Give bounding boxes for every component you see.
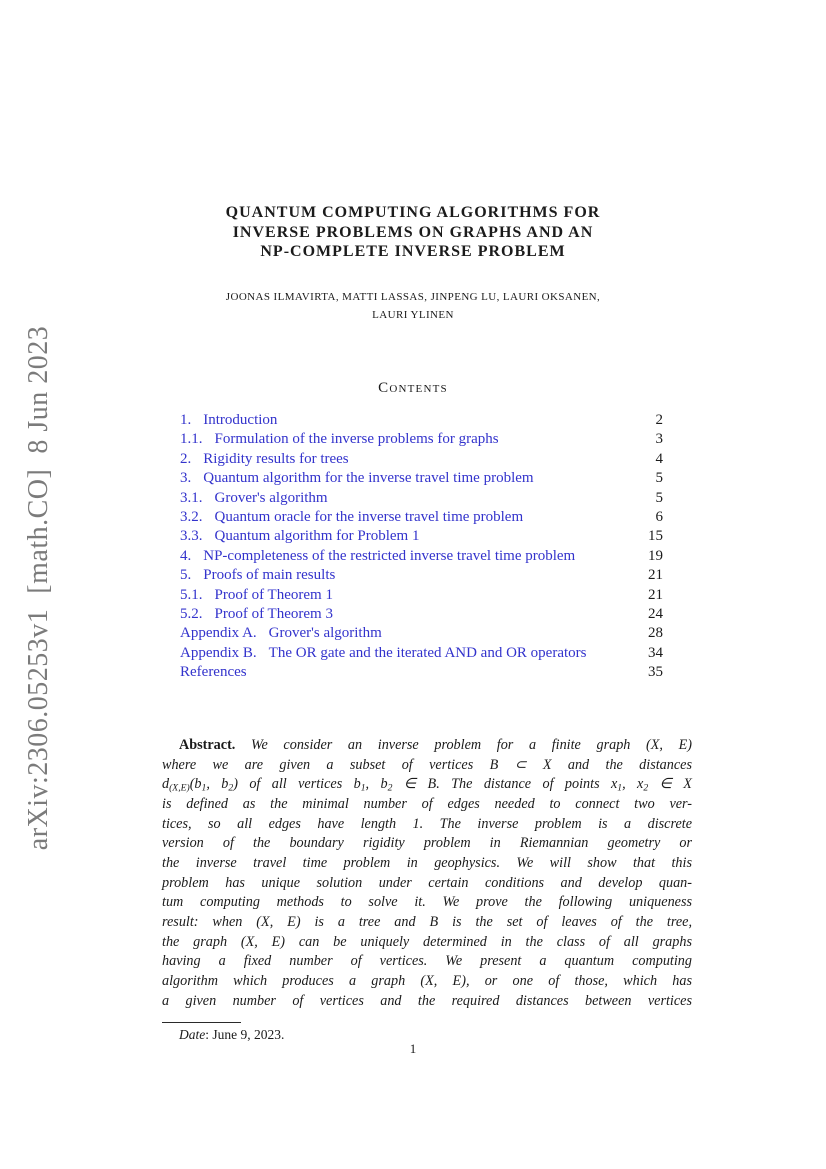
- toc-entry-number[interactable]: 1.1.: [180, 431, 203, 448]
- page-number: 1: [409, 1041, 417, 1056]
- toc-entry-proofs[interactable]: [180, 566, 663, 585]
- toc-entry-page: 21: [648, 567, 663, 584]
- toc-entry-page: 28: [648, 625, 663, 642]
- toc-entry-page: 5: [655, 489, 663, 506]
- paper-authors: [68, 288, 758, 324]
- toc-entry-page: 4: [655, 450, 663, 467]
- table-of-contents: [180, 411, 663, 683]
- abstract-line: the graph (X, E) can be uniquely determined in the class of all graphs: [162, 933, 692, 950]
- paper-title-line-1: QUANTUM COMPUTING ALGORITHMS FOR: [225, 204, 601, 221]
- toc-entry-number[interactable]: 3.2.: [180, 509, 203, 526]
- toc-entry-grovers-algorithm[interactable]: [180, 489, 663, 508]
- toc-entry-title[interactable]: Formulation of the inverse problems for graphs: [214, 431, 499, 448]
- toc-entry-title[interactable]: The OR gate and the iterated AND and OR operators: [268, 644, 587, 661]
- toc-entry-page: 35: [648, 664, 663, 681]
- toc-entry-np-completeness[interactable]: [180, 547, 663, 566]
- arxiv-watermark: arXiv:2306.05253v1 [math.CO] 8 Jun 2023: [23, 325, 54, 851]
- abstract-line: where we are given a subset of vertices B ⊂ X and the distances: [162, 756, 692, 773]
- abstract-line: is defined as the minimal number of edges needed to connect two ver-: [162, 795, 692, 812]
- toc-entry-proof-theorem1[interactable]: [180, 586, 663, 605]
- toc-entry-page: 2: [655, 412, 663, 428]
- toc-entry-number[interactable]: 3.1.: [180, 489, 203, 506]
- toc-entry-formulation[interactable]: [180, 430, 663, 449]
- authors-line-1: JOONAS ILMAVIRTA, MATTI LASSAS, JINPENG LU, LAURI OKSANEN,: [225, 291, 601, 303]
- abstract-line: version of the boundary rigidity problem in Riemannian geometry or: [162, 835, 692, 852]
- toc-entry-quantum-algorithm[interactable]: [180, 469, 663, 488]
- abstract-line: result: when (X, E) is a tree and B is the set of leaves of the tree,: [162, 913, 692, 930]
- toc-entry-title[interactable]: Quantum algorithm for Problem 1: [214, 528, 420, 545]
- toc-entry-page: 34: [648, 644, 663, 661]
- abstract-line: algorithm which produces a graph (X, E), or one of those, which has: [162, 972, 692, 989]
- toc-entry-title[interactable]: Proofs of main results: [203, 567, 336, 584]
- abstract-line: Abstract. We consider an inverse problem for a finite graph (X, E): [179, 737, 692, 753]
- abstract: [162, 736, 692, 1011]
- toc-entry-appendix-b[interactable]: [180, 644, 663, 663]
- toc-entry-introduction[interactable]: [180, 411, 663, 430]
- toc-entry-appendix-a[interactable]: [180, 624, 663, 643]
- abstract-line: tum computing methods to solve it. We prove the following uniqueness: [162, 894, 692, 911]
- toc-entry-rigidity[interactable]: [180, 450, 663, 469]
- contents-heading: Contents: [378, 380, 448, 396]
- abstract-line: having a fixed number of vertices. We present a quantum computing: [162, 953, 692, 970]
- toc-entry-number[interactable]: 5.2.: [180, 606, 203, 623]
- toc-entry-number[interactable]: 4.: [180, 547, 192, 564]
- abstract-line: a given number of vertices and the required distances between vertices: [162, 992, 692, 1009]
- footnote-rule: [162, 1022, 241, 1023]
- toc-entry-quantum-oracle[interactable]: [180, 508, 663, 527]
- toc-entry-title[interactable]: Rigidity results for trees: [203, 450, 349, 467]
- authors-line-2: LAURI YLINEN: [372, 309, 454, 321]
- toc-entry-title[interactable]: Grover's algorithm: [214, 489, 328, 506]
- toc-entry-number[interactable]: 5.1.: [180, 586, 203, 603]
- toc-entry-title[interactable]: Quantum oracle for the inverse travel time problem: [214, 509, 524, 526]
- toc-entry-number[interactable]: 3.3.: [180, 528, 203, 545]
- toc-entry-page: 21: [648, 586, 663, 603]
- toc-entry-page: 19: [648, 547, 663, 564]
- toc-entry-proof-theorem3[interactable]: [180, 605, 663, 624]
- toc-entry-number[interactable]: 5.: [180, 567, 192, 584]
- toc-entry-title[interactable]: Grover's algorithm: [268, 625, 382, 642]
- toc-entry-title[interactable]: NP-completeness of the restricted inverse travel time problem: [203, 547, 576, 564]
- toc-entry-number[interactable]: Appendix A.: [180, 625, 257, 642]
- toc-entry-number[interactable]: 2.: [180, 450, 192, 467]
- toc-entry-title[interactable]: Proof of Theorem 3: [214, 606, 333, 623]
- abstract-line: the inverse travel time problem in geophysics. We will show that this: [162, 854, 692, 871]
- toc-entry-page: 5: [655, 470, 663, 487]
- abstract-line: problem has unique solution under certain conditions and develop quan-: [162, 874, 692, 891]
- toc-entry-page: 15: [648, 528, 663, 545]
- toc-entry-number[interactable]: References: [180, 664, 247, 681]
- paper-title-line-3: NP-COMPLETE INVERSE PROBLEM: [260, 243, 566, 260]
- toc-entry-number[interactable]: 1.: [180, 412, 192, 428]
- abstract-line: tices, so all edges have length 1. The inverse problem is a discrete: [162, 815, 692, 832]
- toc-entry-title[interactable]: Quantum algorithm for the inverse travel time problem: [203, 470, 534, 487]
- toc-entry-number[interactable]: Appendix B.: [180, 644, 257, 661]
- toc-entry-quantum-problem1[interactable]: [180, 527, 663, 546]
- toc-entry-page: 6: [655, 509, 663, 526]
- toc-entry-page: 24: [648, 606, 663, 623]
- toc-entry-title[interactable]: Proof of Theorem 1: [214, 586, 333, 603]
- paper-title: [68, 203, 758, 262]
- toc-entry-page: 3: [655, 431, 663, 448]
- date-line: Date: June 9, 2023.: [179, 1027, 285, 1042]
- toc-entry-number[interactable]: 3.: [180, 470, 192, 487]
- toc-entry-references[interactable]: [180, 663, 663, 682]
- toc-entry-title[interactable]: Introduction: [203, 412, 278, 428]
- paper-title-line-2: INVERSE PROBLEMS ON GRAPHS AND AN: [232, 223, 594, 241]
- abstract-line: $d_{(X,E)}(b_1$, $b_2$) of all vertices $b_1$, $b_2$ ∈ B. The distance of points $x_1$, $x_2$ ∈ X: [162, 776, 692, 794]
